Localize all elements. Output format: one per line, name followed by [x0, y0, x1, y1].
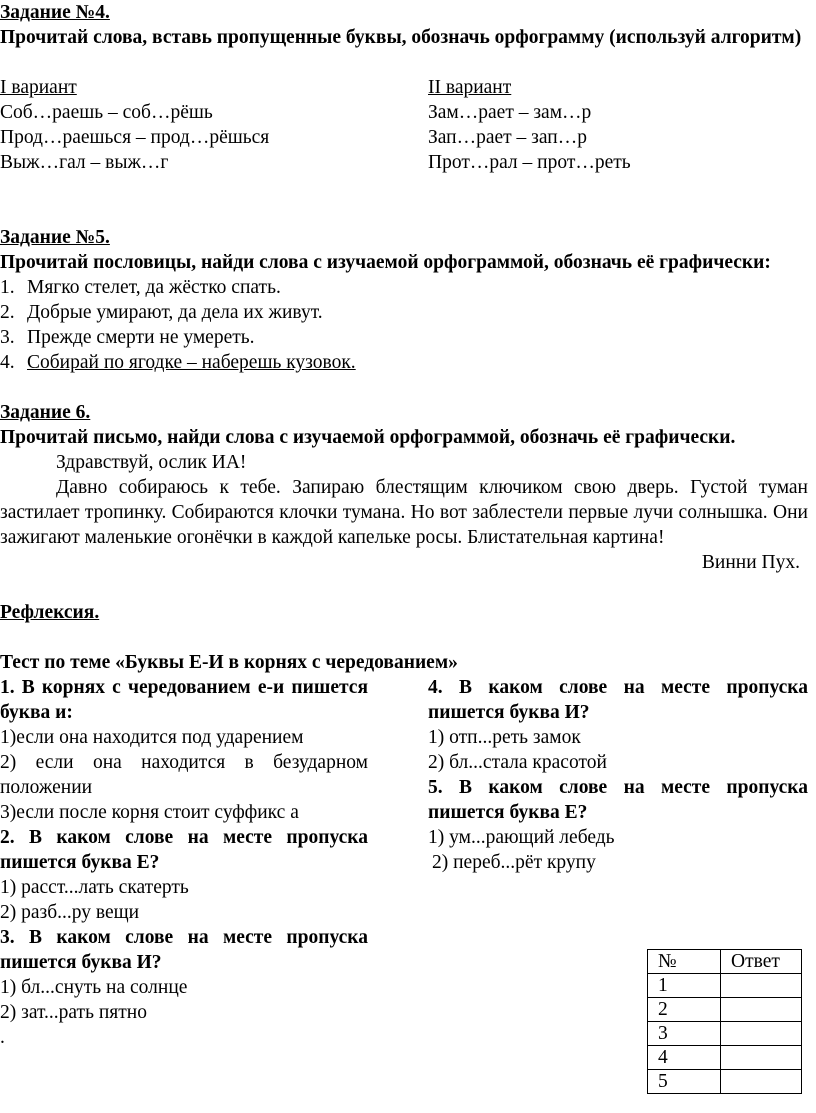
- list-item: 2. Добрые умирают, да дела их живут.: [0, 302, 323, 323]
- table-row: [648, 974, 802, 998]
- question-3: 3. В каком слове на месте пропуска пишется буква И?: [0, 927, 368, 973]
- task4-variants: [0, 75, 808, 175]
- question-5: 5. В каком слове на месте пропуска пишется буква Е?: [428, 777, 808, 823]
- answer-cell[interactable]: [721, 974, 802, 998]
- row-number: 4: [648, 1046, 721, 1070]
- answer-option: 1) бл...снуть на солнце: [0, 977, 188, 998]
- list-item: 3. Прежде смерти не умереть.: [0, 327, 255, 348]
- answer-option: 2) если она находится в безударном положении: [0, 752, 368, 798]
- letter-greeting: Здравствуй, ослик ИА!: [56, 452, 247, 473]
- answer-option: 2) бл...стала красотой: [428, 752, 607, 773]
- variant2: [428, 75, 808, 175]
- task6-title: Задание 6.: [0, 402, 91, 423]
- table-header-row: [648, 950, 802, 974]
- trailing-dot: .: [0, 1027, 5, 1048]
- answer-option: 2) разб...ру вещи: [0, 902, 140, 923]
- task4-title: Задание №4.: [0, 2, 110, 23]
- answer-option: 1)если она находится под ударением: [0, 727, 304, 748]
- question-4: 4. В каком слове на месте пропуска пишется буква И?: [428, 677, 808, 723]
- letter-body: Давно собираюсь к тебе. Запираю блестящим ключиком свою дверь. Густой туман застилает тропинку. Собираются клочки тумана. Но вот заблестели первые лучи солнышка. Они зажигают маленькие огонёчки в каждой капельке росы. Блистательная картина!: [0, 477, 808, 548]
- question-1: 1. В корнях с чередованием е-и пишется буква и:: [0, 677, 368, 723]
- variant2-line: Зам…рает – зам…р: [428, 102, 592, 123]
- answer-option: 1) ум...рающий лебедь: [428, 827, 615, 848]
- answer-cell[interactable]: [721, 1070, 802, 1094]
- variant1-heading: I вариант: [0, 77, 77, 98]
- table-header-answer: Ответ: [721, 950, 802, 974]
- answer-option: 1) расст...лать скатерть: [0, 877, 189, 898]
- table-row: [648, 1022, 802, 1046]
- row-number: 3: [648, 1022, 721, 1046]
- task6-instruction: Прочитай письмо, найди слова с изучаемой орфограммой, обозначь её графически.: [0, 427, 736, 448]
- test-title: Тест по теме «Буквы Е-И в корнях с чередованием»: [0, 652, 458, 673]
- table-row: [648, 1070, 802, 1094]
- task5-instruction: Прочитай пословицы, найди слова с изучаемой орфограммой, обозначь её графически:: [0, 252, 771, 273]
- table-row: [648, 998, 802, 1022]
- question-2: 2. В каком слове на месте пропуска пишется буква Е?: [0, 827, 368, 873]
- variant1-line: Выж…гал – выж…г: [0, 152, 169, 173]
- row-number: 1: [648, 974, 721, 998]
- row-number: 5: [648, 1070, 721, 1094]
- answer-cell[interactable]: [721, 1022, 802, 1046]
- reflection-title: Рефлексия.: [0, 602, 100, 623]
- variant2-heading: II вариант: [428, 77, 512, 98]
- answer-cell[interactable]: [721, 1046, 802, 1070]
- list-item: 1. Мягко стелет, да жёстко спать.: [0, 277, 281, 298]
- task4-instruction: Прочитай слова, вставь пропущенные буквы, обозначь орфограмму (используй алгоритм): [0, 27, 802, 48]
- table-row: [648, 1046, 802, 1070]
- variant1: [0, 75, 428, 175]
- answer-table: [647, 949, 802, 1094]
- proverb-list: [0, 275, 808, 375]
- answer-option: 1) отп...реть замок: [428, 727, 581, 748]
- test-left-column: [0, 675, 368, 1050]
- variant2-line: Зап…рает – зап…р: [428, 127, 587, 148]
- variant2-line: Прот…рал – прот…реть: [428, 152, 631, 173]
- list-item: 4. Собирай по ягодке – наберешь кузовок.: [0, 352, 356, 373]
- table-header-number: №: [648, 950, 721, 974]
- variant1-line: Прод…раешься – прод…рёшься: [0, 127, 270, 148]
- answer-option: 3)если после корня стоит суффикс а: [0, 802, 299, 823]
- answer-option: 2) переб...рёт крупу: [432, 852, 596, 873]
- row-number: 2: [648, 998, 721, 1022]
- letter-signature: Винни Пух.: [701, 552, 800, 573]
- task5-title: Задание №5.: [0, 227, 110, 248]
- answer-cell[interactable]: [721, 998, 802, 1022]
- answer-option: 2) зат...рать пятно: [0, 1002, 147, 1023]
- variant1-line: Соб…раешь – соб…рёшь: [0, 102, 213, 123]
